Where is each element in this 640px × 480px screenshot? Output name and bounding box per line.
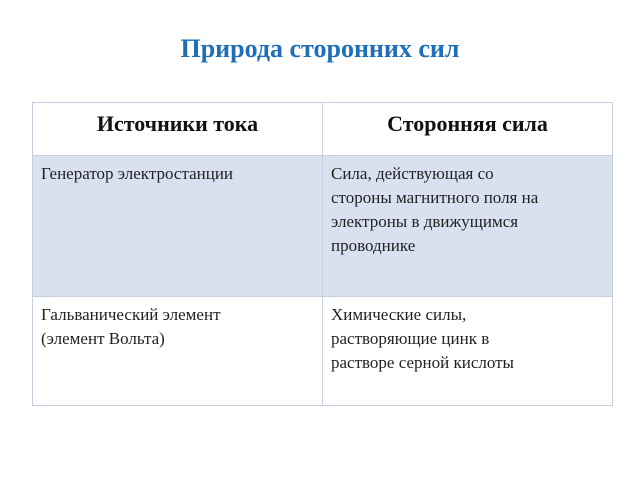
table-cell-source	[33, 297, 323, 406]
comparison-table	[32, 102, 613, 406]
cell-text: Генератор электростанции	[41, 164, 234, 183]
table-cell-force	[323, 156, 613, 297]
header-cell-sources	[33, 103, 323, 156]
table-row	[33, 156, 613, 297]
slide-title: Природа сторонних сил	[180, 34, 460, 63]
table-cell-force	[323, 297, 613, 406]
cell-text: Гальванический элемент (элемент Вольта)	[41, 305, 221, 348]
header-sources-label: Источники тока	[96, 111, 259, 136]
table-header-row	[33, 103, 613, 156]
table-cell-source	[33, 156, 323, 297]
cell-text: Сила, действующая со стороны магнитного поля на электроны в движущимся проводнике	[331, 164, 539, 255]
header-force-label: Сторонняя сила	[387, 111, 548, 136]
table-row	[33, 297, 613, 406]
cell-text: Химические силы, растворяющие цинк в растворе серной кислоты	[331, 305, 514, 372]
header-cell-force	[323, 103, 613, 156]
